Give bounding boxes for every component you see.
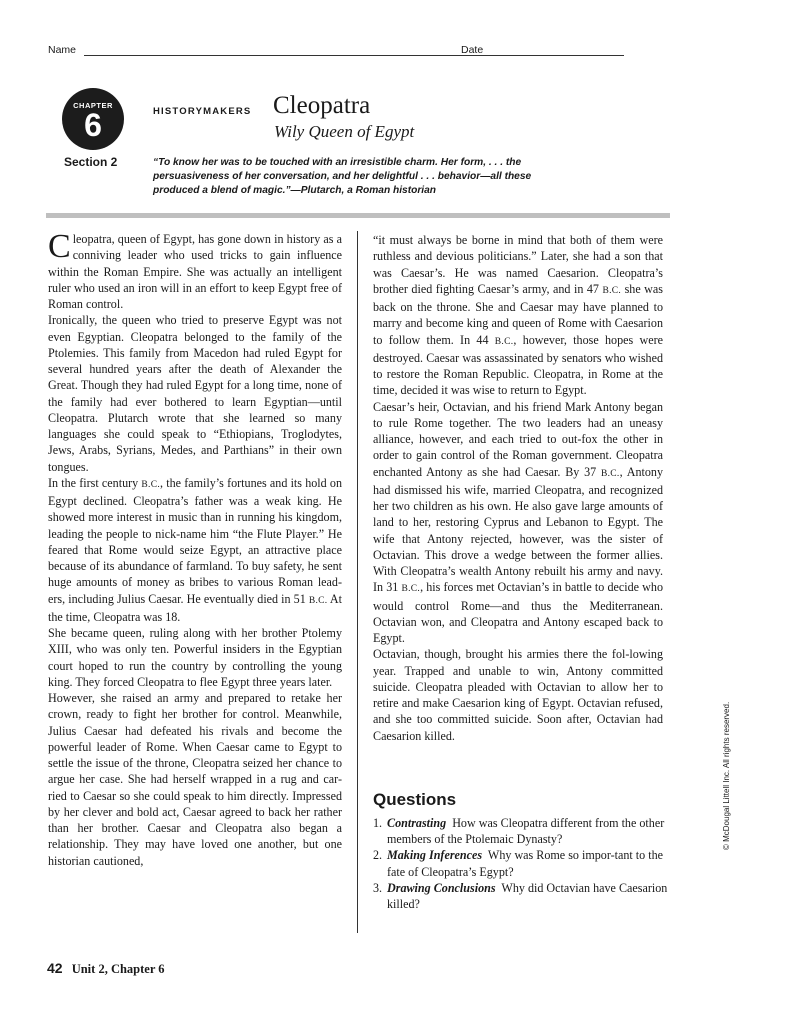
era-abbrev: B.C.	[494, 336, 514, 347]
paragraph-2: Ironically, the queen who tried to preserve Egypt was not even Egyptian. Cleopatra belonged to the family of the Ptolemies. This family from Macedon had ruled Egypt for several hundred years after the death of Alexander the Great. Though they had ruled Egypt for a long time, none of the family had ever bothered to learn Egyptian—until Cleopatra. Plutarch wrote that she learned so many languages she could speak to “Ethiopians, Troglodytes, Jews, Arabs, Syrians, Medes, and Parthians” in their own tongues.	[48, 313, 342, 474]
question-number: 3.	[373, 880, 383, 895]
body-left-column	[48, 228, 342, 869]
page-number: 42	[47, 960, 63, 976]
paragraph-3-part-b: , the family’s fortunes and its hold on Egypt declined. Cleopatra’s father was a weak king. He showed more interest in music than in running his kingdom, leading the people to nick-name him “the Flute Player.” He feared that Rome would seize Egypt, an attractive place because of its abundance of farmland. To buy safety, he sent huge amounts of money as bribes to various Roman lead-ers, including Julius Caesar. He eventually died in 51	[48, 475, 342, 606]
era-abbrev: B.C.	[600, 468, 620, 479]
name-date-row	[48, 44, 628, 60]
question-keyword: Contrasting	[387, 816, 447, 830]
paragraph-6-part-a: “it must always be borne in mind that both of them were ruthless and devious politicians.” Later, she had a son that was Caesar’s. He was named Caesarion. Cleopatra’s brother died fighting Caesar’s army, and in 47	[373, 233, 663, 296]
paragraph-7-part-a: Caesar’s heir, Octavian, and his friend Mark Antony began to rule Rome together. The two leaders had an uneasy alliance, however, and each tried to out-fox the other in order to gain control of the Roman government. Cleopatra enchanted Antony as she had Caesar. By 37	[373, 399, 663, 479]
page-subtitle: Wily Queen of Egypt	[274, 122, 415, 141]
paragraph-7	[373, 399, 663, 647]
series-label: HISTORYMAKERS	[153, 106, 252, 117]
drop-cap: C	[48, 228, 71, 265]
paragraph-6-part-b: she was back on the throne. She and Caesar may have planned to marry and become king and queen of Rome with Caesarion to follow them. In 44	[373, 281, 663, 347]
paragraph-7-part-c: , his forces met Octavian’s in battle to decide who would control Rome—and thus the Mediterranean. Octavian won, and Cleopatra and Antony escaped back to Egypt.	[373, 580, 663, 645]
header-rule	[46, 213, 670, 218]
paragraph-6	[373, 232, 663, 399]
chapter-badge	[62, 88, 124, 150]
paragraph-8: Octavian, though, brought his armies there the fol-lowing year. Trapped and unable to win, Antony committed suicide. Cleopatra pleaded with Octavian to allow her to retire and make Caesarion king of Egypt. Octavian refused, and she too committed suicide. Soon after, Octavian had Caesarion killed.	[373, 647, 663, 743]
paragraph-3	[48, 475, 342, 625]
section-label: Section 2	[64, 155, 118, 169]
paragraph-1	[48, 228, 342, 312]
name-blank-line	[84, 55, 494, 56]
date-blank-line	[492, 55, 624, 56]
question-number: 1.	[373, 816, 383, 830]
question-keyword: Drawing Conclusions	[387, 880, 496, 895]
name-label: Name	[48, 44, 77, 56]
page-title: Cleopatra	[273, 92, 371, 119]
paragraph-3-part-c: At the time, Cleopatra was 18.	[48, 591, 342, 624]
paragraph-3-part-a: In the first century	[48, 475, 142, 490]
era-abbrev: B.C.	[308, 595, 328, 606]
paragraph-5: However, she raised an army and prepared to retake her crown, ready to fight her brother for control. Meanwhile, Julius Caesar had defeated his rivals and become the powerful leader of Rome. When Caesar came to Egypt to settle the issue of the throne, Cleopatra seized her chance to argue her case. She had herself wrapped in a rug and car-ried to Caesar so she could speak to him directly. Impressed by her clever and bold act, Caesar agreed to back her rather than her brother. Caesar and Cleopatra also began a relationship. They may have loved one another, but one historian cautioned,	[48, 691, 342, 868]
question-text: Why was Rome so impor-tant to the fate of Cleopatra’s Egypt?	[387, 848, 664, 879]
intro-quote: “To know her was to be touched with an irresistible charm. Her form, . . . the persuasiveness of her conversation, and her delightful . . . behavior—all these produced a blend of magic.”—Plutarch, a Roman historian	[153, 157, 532, 196]
question-text: How was Cleopatra different from the other members of the Ptolemaic Dynasty?	[387, 816, 665, 847]
questions-list	[373, 815, 673, 912]
chapter-word: CHAPTER	[73, 101, 113, 110]
question-keyword: Making Inferences	[387, 848, 483, 863]
date-label: Date	[461, 44, 484, 56]
chapter-number: 6	[84, 107, 102, 143]
question-3	[373, 880, 673, 912]
paragraph-7-part-b: , Antony had dismissed his wife, married Cleopatra, and recognized her two children as his own. He also gave large amounts of land to her, restoring Cyprus and Lebanon to Egypt. The wife that Antony rejected, however, was the sister of Octavian. This drove a wedge between the former allies. With Cleopatra’s wealth Antony rebuilt his army and navy. In 31	[373, 464, 663, 595]
question-2	[373, 847, 673, 879]
column-divider	[357, 231, 358, 933]
question-number: 2.	[373, 848, 383, 863]
era-abbrev: B.C.	[401, 584, 421, 595]
paragraph-4: She became queen, ruling along with her brother Ptolemy XIII, who was only ten. Powerful insiders in the Egyptian court hoped to run the country by controlling the young king. They forced Cleopatra to flee Egypt three years later.	[48, 626, 342, 689]
era-abbrev: B.C.	[141, 479, 161, 490]
paragraph-6-part-c: , however, those hopes were destroyed. Caesar was assassinated by senators who wished to restore the Roman Republic. Cleopatra, in Rome at the time, decided it was wise to return to Egypt.	[373, 332, 663, 398]
copyright-notice: © McDougal Littell Inc. All rights reserved.	[722, 701, 731, 850]
paragraph-1-text: leopatra, queen of Egypt, has gone down in history as a conniving leader who used tricks to gain influence within the Roman Empire. She was actually an intelligent ruler who used an iron will in an effort to keep Egypt free of Roman control.	[48, 232, 342, 311]
body-right-column	[373, 232, 663, 744]
page-footer	[47, 960, 165, 977]
question-1	[373, 815, 673, 847]
question-text: Why did Octavian have Caesarion killed?	[387, 880, 668, 912]
unit-chapter-label: Unit 2, Chapter 6	[71, 962, 165, 976]
questions-heading: Questions	[373, 790, 457, 809]
era-abbrev: B.C.	[602, 285, 622, 296]
